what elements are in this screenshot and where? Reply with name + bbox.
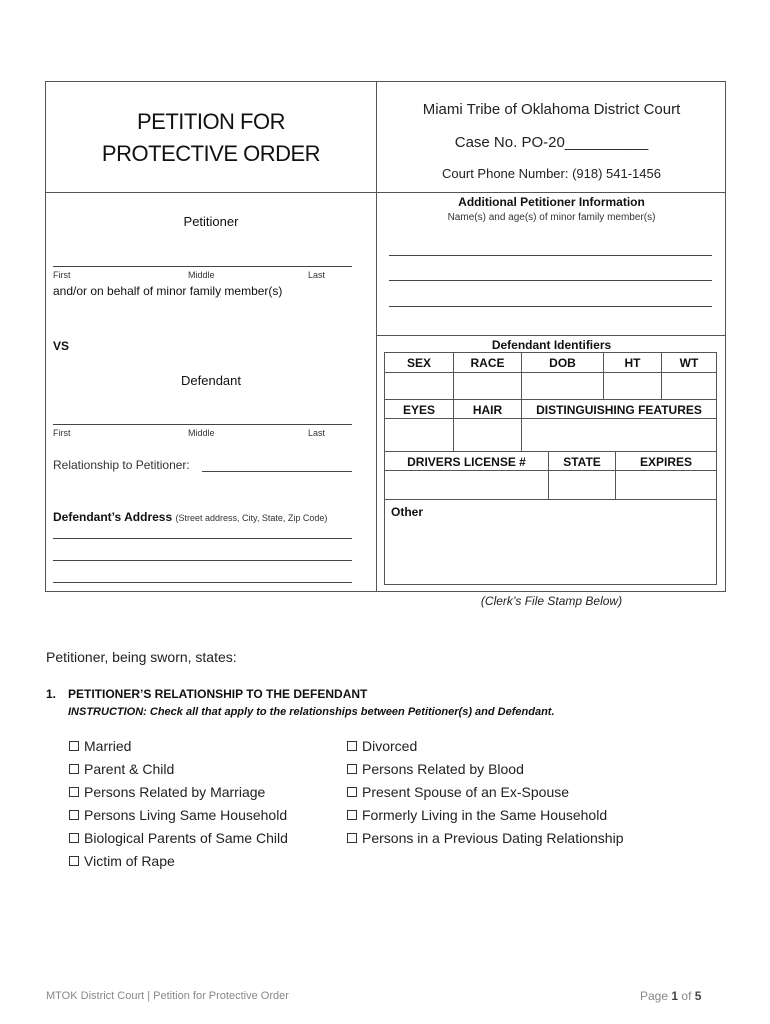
checkbox-icon[interactable] bbox=[347, 833, 357, 843]
checkbox-icon[interactable] bbox=[69, 833, 79, 843]
defendant-middle-label: Middle bbox=[188, 428, 215, 438]
option-same-household[interactable] bbox=[69, 807, 287, 823]
defendant-last-label: Last bbox=[308, 428, 326, 438]
clerk-stamp-note: (Clerk’s File Stamp Below) bbox=[480, 594, 623, 608]
option-parent-child[interactable] bbox=[69, 761, 174, 777]
option-label: Persons Living Same Household bbox=[84, 807, 288, 823]
wt-header: WT bbox=[661, 352, 717, 373]
section-1-title: PETITIONER’S RELATIONSHIP TO THE DEFENDANT bbox=[68, 687, 368, 701]
eyes-value[interactable] bbox=[384, 418, 454, 452]
drivers-license-header: DRIVERS LICENSE # bbox=[384, 451, 549, 471]
checkbox-icon[interactable] bbox=[347, 787, 357, 797]
section-1-number: 1. bbox=[46, 687, 57, 701]
state-value[interactable] bbox=[548, 470, 616, 500]
defendant-address-label: Defendant’s Address bbox=[53, 510, 173, 524]
distinguishing-features-value[interactable] bbox=[521, 418, 717, 452]
expires-header: EXPIRES bbox=[615, 451, 717, 471]
state-header: STATE bbox=[548, 451, 616, 471]
option-label: Married bbox=[84, 738, 132, 754]
option-label: Present Spouse of an Ex-Spouse bbox=[362, 784, 570, 800]
defendant-address-hint: (Street address, City, State, Zip Code) bbox=[175, 513, 328, 523]
checkbox-icon[interactable] bbox=[347, 764, 357, 774]
option-related-by-marriage[interactable] bbox=[69, 784, 265, 800]
frame-divider-vertical bbox=[376, 81, 377, 592]
section-1-instruction: INSTRUCTION: Check all that apply to the relationships between Petitioner(s) and Defendant. bbox=[68, 706, 555, 718]
other-box[interactable] bbox=[384, 499, 717, 585]
frame-divider-identifiers bbox=[376, 335, 726, 336]
relationship-line[interactable] bbox=[202, 471, 352, 472]
option-label: Persons in a Previous Dating Relationship bbox=[362, 830, 624, 846]
petitioner-heading: Petitioner bbox=[183, 214, 239, 229]
sworn-statement: Petitioner, being sworn, states: bbox=[46, 649, 237, 665]
option-label: Divorced bbox=[362, 738, 418, 754]
address-line-1[interactable] bbox=[53, 538, 352, 539]
additional-info-heading: Additional Petitioner Information bbox=[458, 195, 645, 209]
ht-header: HT bbox=[603, 352, 662, 373]
identifiers-heading: Defendant Identifiers bbox=[491, 338, 612, 352]
address-line-2[interactable] bbox=[53, 560, 352, 561]
expires-value[interactable] bbox=[615, 470, 717, 500]
vs-label: VS bbox=[53, 339, 70, 353]
page-prefix: Page bbox=[640, 989, 669, 1003]
dob-value[interactable] bbox=[521, 372, 604, 400]
option-label: Persons Related by Marriage bbox=[84, 784, 266, 800]
option-label: Biological Parents of Same Child bbox=[84, 830, 288, 846]
title-line-1: PETITION FOR bbox=[137, 109, 285, 134]
option-related-by-blood[interactable] bbox=[347, 761, 524, 777]
checkbox-icon[interactable] bbox=[347, 810, 357, 820]
petitioner-last-label: Last bbox=[308, 270, 326, 280]
hair-header: HAIR bbox=[453, 399, 522, 419]
petitioner-name-line[interactable] bbox=[53, 266, 352, 267]
petitioner-behalf-text: and/or on behalf of minor family member(s) bbox=[53, 284, 283, 298]
minor-member-line-1[interactable] bbox=[389, 255, 712, 256]
footer-title: MTOK District Court | Petition for Protective Order bbox=[46, 990, 289, 1002]
option-label: Victim of Rape bbox=[84, 853, 175, 869]
wt-value[interactable] bbox=[661, 372, 717, 400]
hair-value[interactable] bbox=[453, 418, 522, 452]
option-label: Formerly Living in the Same Household bbox=[362, 807, 608, 823]
case-number: Case No. PO-20__________ bbox=[454, 134, 649, 151]
eyes-header: EYES bbox=[384, 399, 454, 419]
court-name: Miami Tribe of Oklahoma District Court bbox=[422, 101, 681, 118]
checkbox-icon[interactable] bbox=[69, 787, 79, 797]
court-phone: Court Phone Number: (918) 541-1456 bbox=[442, 166, 661, 181]
defendant-name-line[interactable] bbox=[53, 424, 352, 425]
minor-member-line-3[interactable] bbox=[389, 306, 712, 307]
dob-header: DOB bbox=[521, 352, 604, 373]
ht-value[interactable] bbox=[603, 372, 662, 400]
option-married[interactable] bbox=[69, 738, 131, 754]
additional-info-subheading: Name(s) and age(s) of minor family member(s) bbox=[447, 212, 656, 223]
race-header: RACE bbox=[453, 352, 522, 373]
checkbox-icon[interactable] bbox=[69, 856, 79, 866]
defendant-first-label: First bbox=[53, 428, 71, 438]
sex-header: SEX bbox=[384, 352, 454, 373]
relationship-label: Relationship to Petitioner: bbox=[53, 458, 190, 472]
page-of: of bbox=[681, 989, 692, 1003]
option-present-spouse-ex[interactable] bbox=[347, 784, 569, 800]
option-victim-of-rape[interactable] bbox=[69, 853, 175, 869]
option-label: Parent & Child bbox=[84, 761, 175, 777]
minor-member-line-2[interactable] bbox=[389, 280, 712, 281]
distinguishing-features-header: DISTINGUISHING FEATURES bbox=[521, 399, 717, 419]
checkbox-icon[interactable] bbox=[69, 810, 79, 820]
option-formerly-same-household[interactable] bbox=[347, 807, 607, 823]
option-label: Persons Related by Blood bbox=[362, 761, 524, 777]
option-divorced[interactable] bbox=[347, 738, 417, 754]
drivers-license-value[interactable] bbox=[384, 470, 549, 500]
checkbox-icon[interactable] bbox=[69, 741, 79, 751]
frame-divider-top bbox=[45, 192, 726, 193]
page-number: 1 bbox=[671, 989, 679, 1003]
race-value[interactable] bbox=[453, 372, 522, 400]
checkbox-icon[interactable] bbox=[69, 764, 79, 774]
option-previous-dating[interactable] bbox=[347, 830, 623, 846]
title-line-2: PROTECTIVE ORDER bbox=[101, 141, 321, 166]
sex-value[interactable] bbox=[384, 372, 454, 400]
page-title bbox=[46, 106, 376, 170]
address-line-3[interactable] bbox=[53, 582, 352, 583]
petitioner-first-label: First bbox=[53, 270, 71, 280]
checkbox-icon[interactable] bbox=[347, 741, 357, 751]
option-biological-parents[interactable] bbox=[69, 830, 288, 846]
other-label: Other bbox=[391, 505, 424, 519]
page-total: 5 bbox=[694, 989, 702, 1003]
petitioner-middle-label: Middle bbox=[188, 270, 215, 280]
page-indicator bbox=[640, 989, 701, 1003]
defendant-heading: Defendant bbox=[181, 373, 241, 388]
defendant-address-heading bbox=[53, 510, 327, 524]
